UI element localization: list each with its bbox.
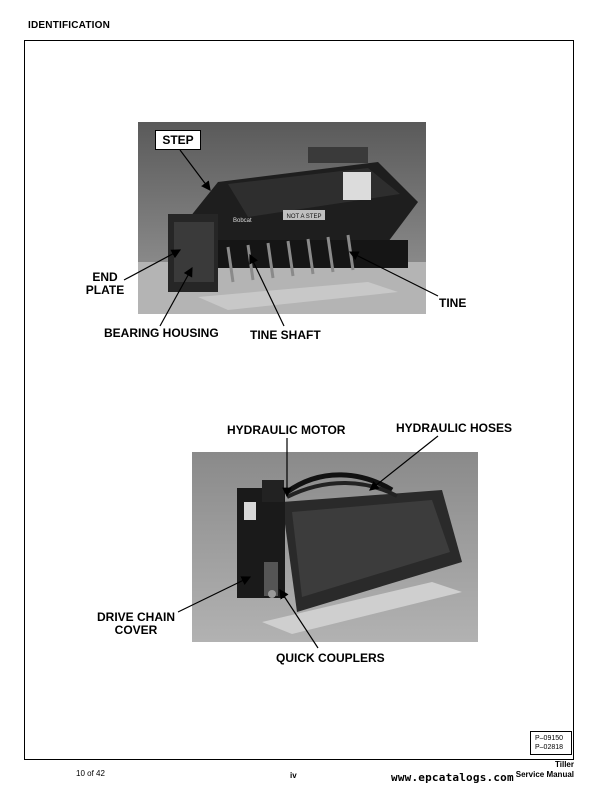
label-end-plate (80, 271, 130, 297)
label-end-plate-line2: PLATE (85, 283, 125, 297)
label-hydraulic-hoses: HYDRAULIC HOSES (396, 421, 513, 435)
figure-ref-2: P–02818 (535, 744, 564, 751)
label-hydraulic-motor: HYDRAULIC MOTOR (227, 423, 346, 437)
tiller-front-photo (138, 122, 426, 314)
section-header: IDENTIFICATION (28, 20, 111, 31)
footer-title-line2: Service Manual (515, 770, 574, 779)
label-end-plate-line1: END (92, 270, 118, 284)
figure-ref-box (530, 731, 572, 755)
label-quick-couplers: QUICK COUPLERS (276, 651, 385, 665)
figure-ref-1: P–09150 (535, 735, 564, 742)
label-step: STEP (155, 130, 201, 150)
label-bearing-housing: BEARING HOUSING (104, 326, 219, 340)
footer-title (504, 760, 574, 780)
label-drive-chain-line2: COVER (114, 623, 158, 637)
footer-title-line1: Tiller (555, 760, 574, 769)
decal-not-a-step: NOT A STEP (286, 214, 322, 220)
label-tine: TINE (439, 296, 467, 310)
label-drive-chain-cover (90, 611, 182, 637)
label-tine-shaft: TINE SHAFT (250, 328, 321, 342)
tiller-side-photo (192, 452, 478, 642)
footer-page-roman: iv (290, 771, 297, 780)
footer-page-count: 10 of 42 (76, 769, 105, 778)
bobcat-logo: Bobcat (233, 218, 252, 224)
label-drive-chain-line1: DRIVE CHAIN (96, 610, 175, 624)
watermark-text: www.epcatalogs.com (391, 771, 514, 784)
